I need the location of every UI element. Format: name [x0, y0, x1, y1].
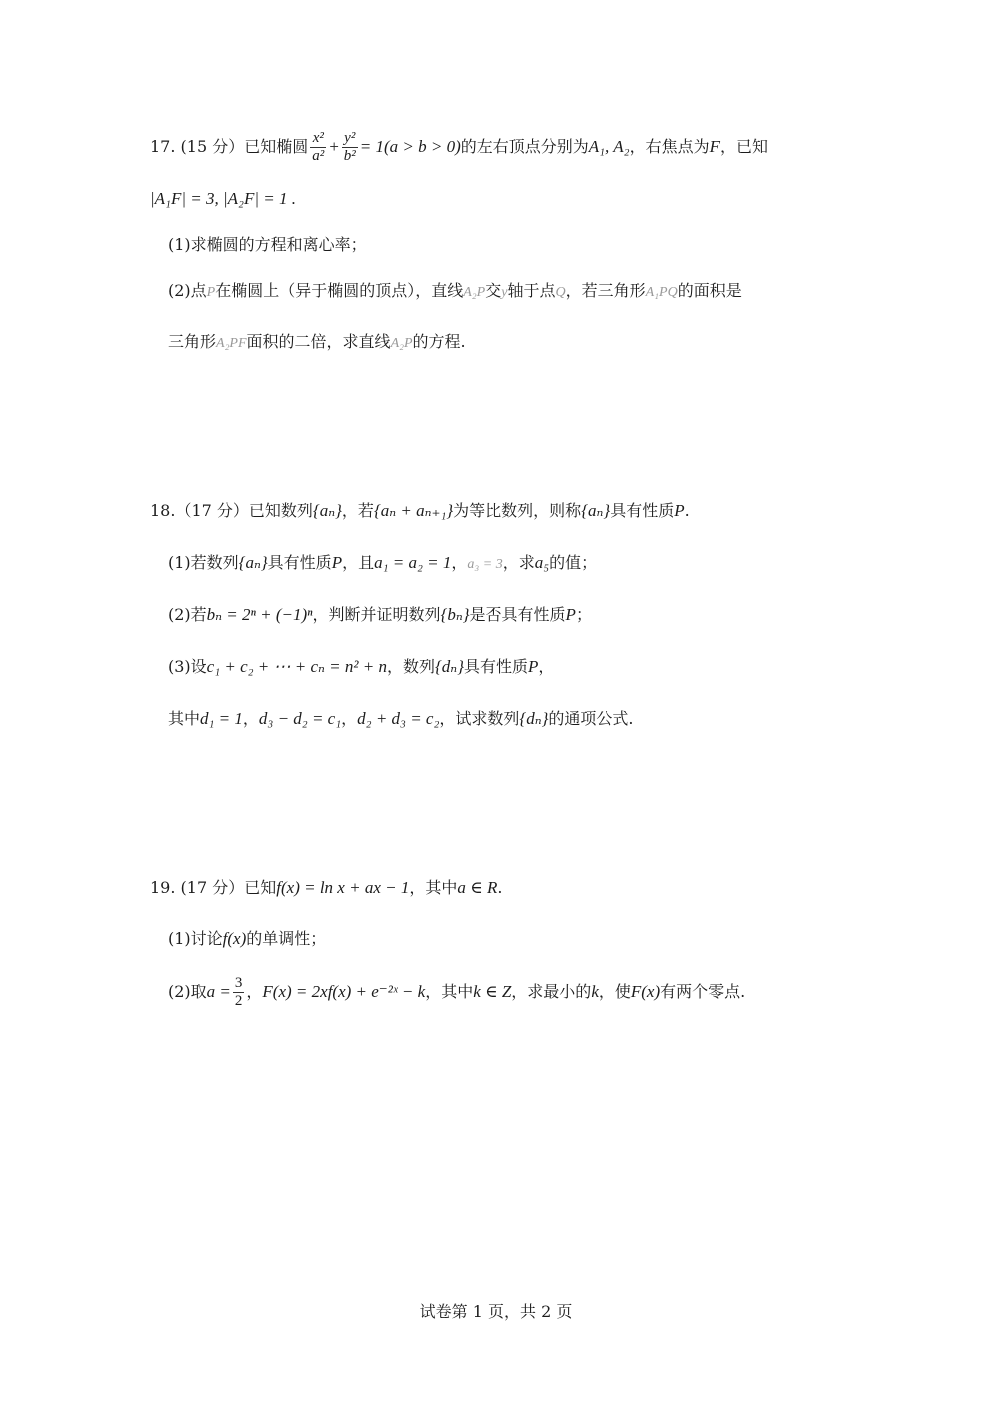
property-p: P: [528, 657, 539, 676]
q17-text: 轴于点: [507, 281, 556, 300]
q19-text: ，其中: [425, 982, 474, 1001]
line-a2p: A₂P: [463, 285, 486, 300]
q18-text: 具有性质: [610, 501, 675, 520]
function-f: f(x): [222, 929, 247, 948]
point-p: P: [206, 285, 216, 300]
function-F: F(x): [630, 982, 661, 1001]
q18-text: ，求: [502, 553, 535, 572]
q18-text: ，判断并证明数列: [312, 605, 441, 624]
domain-k: k ∈ Z: [473, 982, 512, 1001]
q18-text: ，: [341, 709, 358, 728]
q18-text: (1)若数列: [168, 553, 239, 572]
frac-den: 2: [234, 993, 243, 1009]
seq-an: {aₙ}: [238, 553, 268, 572]
q17-text: (2)点: [168, 281, 207, 300]
q18-text: ，: [538, 657, 555, 676]
q18-text: ，且: [342, 553, 375, 572]
initial-terms: a₁ = a₂ = 1: [374, 553, 452, 572]
domain-a: a ∈ R: [457, 878, 498, 897]
q17-lead: 已知椭圆: [244, 137, 309, 156]
frac-num: 3: [234, 975, 243, 991]
a-equals: a =: [206, 982, 231, 1001]
q17-text: ，已知: [719, 137, 768, 156]
q17-line1: [150, 130, 768, 165]
q17-fraction-x: [310, 130, 326, 165]
frac-num: x²: [310, 130, 326, 148]
q19-text: ，求最小的: [511, 982, 592, 1001]
q18-text: ；: [575, 605, 592, 624]
q19-text: ，: [246, 982, 263, 1001]
q19-part1: [168, 928, 326, 950]
q18-text: .: [684, 501, 690, 520]
q18-text: 其中: [168, 709, 201, 728]
property-p: P: [674, 501, 685, 520]
q19-part2: [168, 973, 745, 1011]
q17-fraction-y: [342, 130, 358, 165]
q18-text: 是否具有性质: [469, 605, 566, 624]
cond-d2-d3: d₂ + d₃ = c₂: [357, 709, 440, 728]
q17-text: 三角形: [168, 332, 217, 351]
line-a2p: A₂P: [390, 336, 413, 351]
focus: F: [709, 137, 720, 156]
ellipse-condition: = 1(a > b > 0): [359, 137, 461, 156]
q19-text: 的单调性；: [246, 929, 327, 948]
cond-d3-d2: d₃ − d₂ = c₁: [258, 709, 342, 728]
q19-line1: [150, 877, 502, 899]
seq-an: {aₙ}: [312, 501, 342, 520]
q19-text: 已知: [244, 878, 277, 897]
q17-line2: |A₁F| = 3, |A₂F| = 1 .: [150, 189, 296, 208]
q17-score: (15 分）: [180, 137, 245, 156]
q18-text: 已知数列: [248, 501, 313, 520]
q18-text: (3)设: [168, 657, 207, 676]
q17-text: 的左右顶点分别为: [460, 137, 589, 156]
q18-part3-cont: [168, 708, 634, 730]
q17-number: 17.: [150, 137, 176, 156]
q19-text: ，使: [598, 982, 631, 1001]
formula-bn: bₙ = 2ⁿ + (−1)ⁿ: [206, 605, 313, 624]
q18-line1: [150, 500, 690, 522]
var-k: k: [591, 982, 599, 1001]
frac-num: y²: [342, 130, 358, 148]
q18-text: 的通项公式.: [548, 709, 634, 728]
q18-part1: [168, 552, 597, 576]
q17-text: 面积的二倍，求直线: [246, 332, 391, 351]
q18-text: 的值；: [549, 553, 598, 572]
term-a3: a₃ = 3: [467, 557, 503, 572]
q17-text: 的面积是: [677, 281, 742, 300]
q17-text: 交: [485, 281, 502, 300]
triangle-a1pq: A₁PQ: [645, 285, 678, 300]
triangle-a2pf: A₂PF: [216, 336, 247, 351]
seq-bn: {bₙ}: [440, 605, 470, 624]
q18-text: 具有性质: [267, 553, 332, 572]
property-p: P: [331, 553, 343, 572]
plus-sign: +: [328, 137, 340, 156]
q18-text: 具有性质: [464, 657, 529, 676]
y-axis: y: [501, 285, 508, 300]
fraction-3-2: [233, 975, 245, 1010]
q18-part2: [168, 604, 592, 626]
q17-text: ，右焦点为: [629, 137, 710, 156]
q18-number: 18.: [150, 501, 176, 520]
q19-text: 有两个零点.: [660, 982, 746, 1001]
q18-text: ，数列: [386, 657, 435, 676]
q18-text: (2)若: [168, 605, 207, 624]
seq-an: {aₙ}: [581, 501, 611, 520]
frac-den: b²: [343, 148, 356, 164]
q18-part3: [168, 656, 554, 678]
q17-text: 在椭圆上（异于椭圆的顶点），直线: [215, 281, 464, 300]
q18-text: ，试求数列: [439, 709, 520, 728]
q17-text: 的方程.: [412, 332, 466, 351]
q17-text: ，若三角形: [565, 281, 646, 300]
q18-text: ，: [242, 709, 259, 728]
q19-text: ，其中: [409, 878, 458, 897]
q19-text: .: [497, 878, 503, 897]
seq-dn: {dₙ}: [435, 657, 464, 676]
cond-d1: d₁ = 1: [200, 709, 243, 728]
function-F: F(x) = 2xf(x) + e⁻²ˣ − k: [262, 982, 426, 1001]
frac-den: a²: [312, 148, 325, 164]
point-q: Q: [555, 285, 566, 300]
q18-score: （17 分）: [175, 501, 249, 520]
q18-text: ，: [451, 553, 468, 572]
q17-part2-cont: [168, 331, 466, 355]
q17-part1: (1)求椭圆的方程和离心率；: [168, 235, 367, 254]
seq-sum: {aₙ + aₙ₊₁}: [373, 501, 454, 520]
q18-text: ，若: [341, 501, 374, 520]
page-footer: 试卷第 1 页，共 2 页: [419, 1302, 573, 1321]
q19-number: 19.: [150, 878, 176, 897]
q18-text: 为等比数列，则称: [453, 501, 582, 520]
seq-dn: {dₙ}: [519, 709, 549, 728]
function-f: f(x) = ln x + ax − 1: [276, 878, 410, 897]
q17-part2: [168, 280, 742, 304]
q19-text: (2)取: [168, 982, 207, 1001]
q19-text: (1)讨论: [168, 929, 223, 948]
formula-c-sum: c₁ + c₂ + ⋯ + cₙ = n² + n: [206, 657, 387, 676]
property-p: P: [565, 605, 576, 624]
vertices: A₁, A₂: [588, 137, 630, 156]
q19-score: (17 分）: [180, 878, 245, 897]
term-a5: a₅: [534, 553, 550, 572]
